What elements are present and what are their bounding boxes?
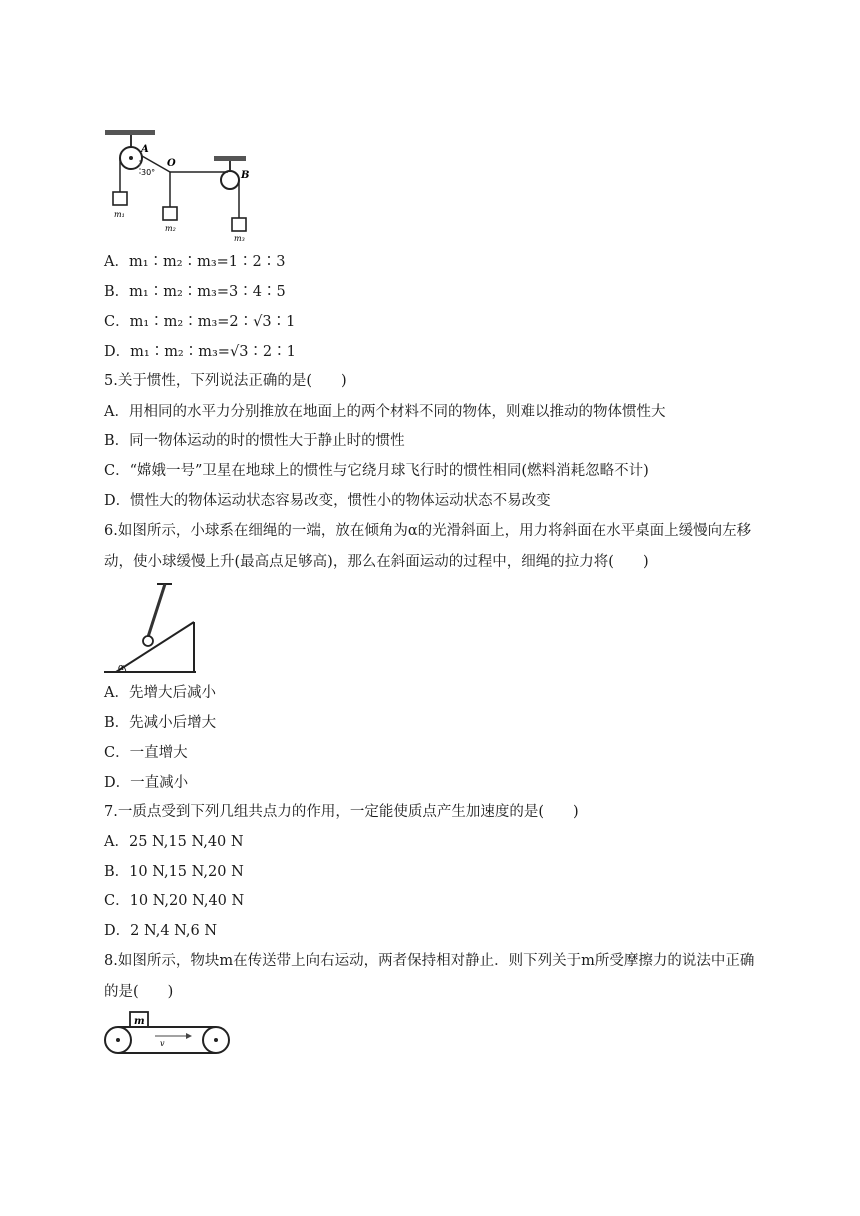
q7-option-a: A．25 N,15 N,40 N bbox=[104, 834, 244, 850]
q5-option-a: A．用相同的水平力分别推放在地面上的两个材料不同的物体，则难以推动的物体惯性大 bbox=[104, 404, 666, 420]
label-m: m bbox=[134, 1016, 145, 1027]
q7-option-c: C．10 N,20 N,40 N bbox=[104, 893, 245, 909]
q7-option-b: B．10 N,15 N,20 N bbox=[104, 864, 244, 880]
q4-option-c: C．m₁∶m₂∶m₃=2∶√3∶1 bbox=[104, 314, 296, 330]
q4-option-d: D．m₁∶m₂∶m₃=√3∶2∶1 bbox=[104, 344, 296, 360]
q6-option-d: D．一直减小 bbox=[104, 775, 189, 791]
q6-option-a: A．先增大后减小 bbox=[104, 685, 216, 701]
q8-stem: 8.如图所示，物块m在传送带上向右运动，两者保持相对静止．则下列关于m所受摩擦力的说法中正确的是( ) bbox=[104, 953, 755, 1000]
label-m3: m₃ bbox=[234, 234, 245, 243]
q5-option-c: C．“嫦娥一号”卫星在地球上的惯性与它绕月球飞行时的惯性相同(燃料消耗忽略不计) bbox=[104, 463, 649, 479]
q7-option-d: D．2 N,4 N,6 N bbox=[104, 923, 218, 939]
label-B: B bbox=[241, 170, 250, 181]
label-m1: m₁ bbox=[114, 210, 125, 219]
q6-option-b: B．先减小后增大 bbox=[104, 715, 217, 731]
label-alpha: α bbox=[118, 663, 125, 673]
q5-option-b: B．同一物体运动的时的惯性大于静止时的惯性 bbox=[104, 433, 405, 449]
label-v: v bbox=[160, 1039, 165, 1048]
q5-option-d: D．惯性大的物体运动状态容易改变，惯性小的物体运动状态不易改变 bbox=[104, 493, 551, 509]
q4-option-a: A．m₁∶m₂∶m₃=1∶2∶3 bbox=[104, 254, 286, 270]
q4-option-b: B．m₁∶m₂∶m₃=3∶4∶5 bbox=[104, 284, 286, 300]
label-O: O bbox=[167, 158, 176, 169]
q6-option-c: C．一直增大 bbox=[104, 745, 188, 761]
label-angle: 30° bbox=[141, 168, 156, 177]
q6-stem: 6.如图所示，小球系在细绳的一端，放在倾角为α的光滑斜面上，用力将斜面在水平桌面上缓慢向左移动，使小球缓慢上升(最高点足够高)，那么在斜面运动的过程中，细绳的拉力将( ) bbox=[104, 523, 752, 570]
q5-stem: 5.关于惯性，下列说法正确的是( ) bbox=[104, 373, 347, 389]
label-m2: m₂ bbox=[165, 224, 176, 233]
q7-stem: 7.一质点受到下列几组共点力的作用，一定能使质点产生加速度的是( ) bbox=[104, 804, 579, 820]
label-A: A bbox=[141, 144, 149, 155]
